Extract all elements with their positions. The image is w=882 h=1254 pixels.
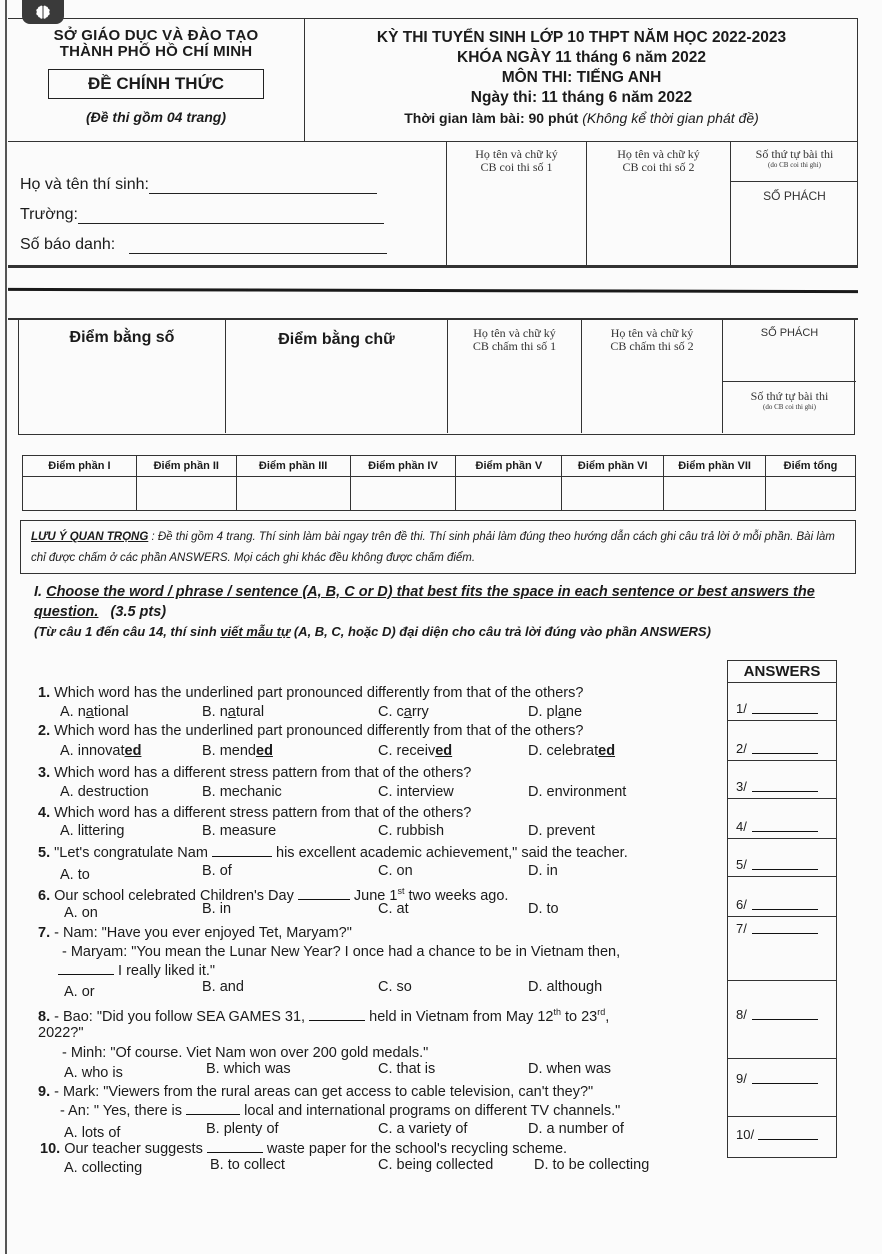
- question-number: 4.: [38, 805, 51, 821]
- question-3: [38, 764, 471, 782]
- question-5: [38, 844, 628, 862]
- option-text: ne: [565, 704, 583, 720]
- answer-slot-6[interactable]: [728, 877, 836, 917]
- score-cell[interactable]: [350, 477, 456, 511]
- option-text: rry: [411, 704, 429, 720]
- option-c[interactable]: C. so: [378, 979, 412, 995]
- exam-session: KHÓA NGÀY 11 tháng 6 năm 2022: [457, 49, 706, 66]
- question-7-line-2: - Maryam: "You mean the Lunar New Year? I once had a chance to be in Vietnam then,: [62, 944, 621, 960]
- option-a[interactable]: A. collecting: [64, 1160, 143, 1176]
- score-words-cell[interactable]: Điểm bằng chữ: [225, 319, 447, 433]
- exam-header: [8, 18, 858, 141]
- score-exam-order: [723, 381, 856, 412]
- school-label: Trường:: [20, 206, 78, 223]
- score-cell[interactable]: [766, 477, 856, 511]
- question-text: ,: [605, 1008, 610, 1025]
- option-text: C. receiv: [378, 743, 436, 759]
- score-code-label: SỐ PHÁCH: [760, 327, 819, 339]
- duration-note: (Không kể thời gian phát đề): [582, 110, 759, 126]
- department-name: [8, 28, 304, 60]
- question-2: [38, 722, 583, 740]
- question-text: to 23: [560, 1008, 598, 1025]
- question-8-line-2: 2022?": [38, 1025, 84, 1041]
- question-9-line-2: [60, 1102, 620, 1120]
- option-text: tural: [235, 704, 265, 720]
- answer-line[interactable]: [752, 713, 818, 714]
- superscript: th: [553, 1007, 561, 1017]
- question-text: Our teacher suggests: [64, 1141, 203, 1157]
- option-b[interactable]: [202, 703, 264, 721]
- question-4: [38, 804, 471, 822]
- question-9: [38, 1083, 593, 1101]
- question-8-line-3: - Minh: "Of course. Viet Nam won over 200 gold medals.": [62, 1045, 429, 1061]
- score-cell[interactable]: [23, 477, 137, 511]
- option-b[interactable]: B. plenty of: [206, 1121, 279, 1137]
- sub-text: (Từ câu 1 đến câu 14, thí sinh: [34, 624, 221, 639]
- question-number: 1.: [38, 685, 51, 701]
- school-input-line[interactable]: [78, 210, 384, 224]
- exam-title: KỲ THI TUYỂN SINH LỚP 10 THPT NĂM HỌC 2022-2023: [376, 29, 787, 46]
- option-d[interactable]: D. to be collecting: [534, 1157, 650, 1173]
- question-4-options: [60, 822, 720, 840]
- answer-slot-4[interactable]: [728, 799, 836, 839]
- question-number: 7.: [38, 925, 51, 941]
- answer-label: 5/: [736, 857, 747, 872]
- option-a[interactable]: A. destruction: [60, 784, 149, 800]
- option-text: D. celebrat: [528, 743, 599, 759]
- question-number: 6.: [38, 887, 51, 904]
- table-header: Điểm phần VI: [562, 456, 664, 477]
- important-note: [20, 520, 856, 574]
- grader-1-signature[interactable]: [447, 319, 581, 433]
- answer-slot-5[interactable]: [728, 839, 836, 877]
- score-code-box: [722, 319, 856, 433]
- section-points: (3.5 pts): [110, 604, 167, 620]
- option-c[interactable]: C. that is: [378, 1061, 436, 1077]
- answer-label: 7/: [736, 921, 747, 936]
- exam-order-cell[interactable]: [731, 142, 858, 182]
- score-numeric-cell[interactable]: Điểm bằng số: [69, 329, 175, 346]
- question-text: - An: " Yes, there is: [60, 1103, 183, 1119]
- option-d[interactable]: [528, 742, 615, 760]
- candidate-fields: [20, 164, 387, 254]
- question-5-options: [60, 862, 720, 883]
- id-label: Số báo danh:: [20, 236, 116, 253]
- name-input-line[interactable]: [149, 180, 377, 194]
- score-cell[interactable]: [664, 477, 766, 511]
- table-header-row: [23, 456, 856, 477]
- option-d[interactable]: D. a number of: [528, 1121, 624, 1137]
- table-header: Điểm phần IV: [350, 456, 456, 477]
- note-lead: LƯU Ý QUAN TRỌNG: [31, 531, 149, 543]
- grader-1-sub: CB chấm thi số 1: [472, 339, 557, 353]
- answer-line[interactable]: [752, 1019, 818, 1020]
- grader-2-signature[interactable]: [581, 319, 722, 433]
- answer-label: 2/: [736, 741, 747, 756]
- question-text: June 1: [353, 887, 398, 904]
- answer-slot-10[interactable]: [728, 1117, 836, 1157]
- answer-slot-3[interactable]: [728, 761, 836, 799]
- option-c[interactable]: C. interview: [378, 784, 454, 800]
- question-9-options: [60, 1120, 720, 1141]
- question-text: "Let's congratulate Nam: [54, 845, 208, 861]
- option-text: tional: [93, 704, 129, 720]
- option-d[interactable]: [528, 703, 582, 721]
- answer-label: 10/: [736, 1127, 755, 1142]
- exam-subject: MÔN THI: TIẾNG ANH: [501, 69, 662, 86]
- score-exam-order-note: (do CB coi thi ghi): [763, 403, 816, 411]
- answer-slot-2[interactable]: [728, 721, 836, 761]
- option-a[interactable]: A. to: [60, 867, 90, 883]
- part-scores-table: [22, 455, 856, 511]
- question-number: 10.: [40, 1141, 61, 1157]
- question-number: 8.: [38, 1008, 51, 1025]
- option-d[interactable]: D. prevent: [528, 823, 595, 839]
- question-text: Which word has the underlined part pronounced differently from that of the others?: [54, 723, 584, 739]
- dept-line-2: THÀNH PHỐ HỒ CHÍ MINH: [59, 43, 253, 60]
- question-text: two weeks ago.: [404, 887, 509, 904]
- question-text: I really liked it.": [118, 963, 216, 979]
- sub-text: (A, B, C, hoặc D) đại diện cho câu trả lời đúng vào phần ANSWERS): [290, 624, 711, 639]
- underlined-part: ed: [598, 743, 616, 759]
- option-a[interactable]: A. lots of: [64, 1125, 121, 1141]
- question-text: local and international programs on different TV channels.": [244, 1103, 621, 1119]
- question-text: - Mark: "Viewers from the rural areas can get access to cable television, can't they?": [54, 1084, 594, 1100]
- option-b[interactable]: B. in: [202, 901, 232, 917]
- exam-order-note: (do CB coi thi ghi): [768, 161, 821, 169]
- option-d[interactable]: D. to: [528, 901, 559, 917]
- answer-label: 4/: [736, 819, 747, 834]
- option-a[interactable]: A. or: [64, 984, 95, 1000]
- blank-line: [58, 963, 114, 975]
- answer-line[interactable]: [758, 1139, 818, 1140]
- question-1: [38, 684, 583, 702]
- option-a[interactable]: A. who is: [64, 1065, 123, 1081]
- option-c[interactable]: [378, 703, 429, 721]
- question-8: [38, 1003, 609, 1026]
- note-text: : Đề thi gồm 4 trang. Thí sinh làm bài ngay trên đề thi. Thí sinh phải làm đúng theo hướng dẫn cách ghi câu trả lời ở mỗi phần. Bài làm chỉ được chấm ở các phần ANSWERS. Mọi cách ghi khác đều không được chấm điểm.: [31, 531, 835, 564]
- answer-line[interactable]: [752, 831, 818, 832]
- app-overlay-button[interactable]: [22, 0, 64, 24]
- answers-header: ANSWERS: [728, 661, 836, 683]
- option-c[interactable]: C. a variety of: [378, 1121, 468, 1137]
- option-b[interactable]: B. of: [202, 863, 232, 879]
- table-header: Điểm phần III: [236, 456, 350, 477]
- question-number: 9.: [38, 1084, 51, 1100]
- option-b[interactable]: B. which was: [206, 1061, 291, 1077]
- option-c[interactable]: C. on: [378, 863, 413, 879]
- department-block: [8, 19, 304, 142]
- proctor-2-signature[interactable]: [586, 142, 730, 265]
- answer-line[interactable]: [752, 869, 818, 870]
- candidate-name-field[interactable]: [20, 164, 387, 194]
- proctor-1-sub: CB coi thi số 1: [480, 160, 553, 174]
- question-text: Which word has a different stress pattern from that of the others?: [54, 765, 472, 781]
- name-label: Họ và tên thí sinh:: [20, 176, 149, 193]
- answer-line[interactable]: [752, 791, 818, 792]
- section-subtitle: [34, 622, 834, 642]
- answer-line[interactable]: [752, 909, 818, 910]
- underlined-part: a: [227, 704, 236, 720]
- proctor-1-label: Họ tên và chữ ký: [475, 147, 558, 161]
- option-d[interactable]: D. environment: [528, 784, 627, 800]
- answer-line[interactable]: [752, 1083, 818, 1084]
- superscript: st: [397, 886, 405, 896]
- question-1-options: [60, 703, 720, 721]
- table-header: Điểm tổng: [766, 456, 856, 477]
- option-b[interactable]: [202, 742, 273, 760]
- option-c[interactable]: C. at: [378, 901, 409, 917]
- section-prefix: I.: [34, 584, 47, 600]
- answer-label: 9/: [736, 1071, 747, 1086]
- question-3-options: [60, 783, 720, 801]
- underlined-part: a: [85, 704, 94, 720]
- option-a[interactable]: [60, 742, 141, 760]
- score-cell[interactable]: [236, 477, 350, 511]
- question-10-options: [60, 1156, 720, 1174]
- option-a[interactable]: A. littering: [60, 823, 125, 839]
- score-exam-order-label: Số thứ tự bài thi: [750, 389, 829, 403]
- superscript: rd: [597, 1007, 606, 1017]
- candidate-id-field[interactable]: [20, 224, 387, 254]
- code-label: SỐ PHÁCH: [763, 189, 826, 203]
- table-header: Điểm phần I: [23, 456, 137, 477]
- question-number: 5.: [38, 845, 51, 861]
- underlined-part: ed: [435, 743, 453, 759]
- grader-2-sub: CB chấm thi số 2: [610, 339, 694, 353]
- underlined-part: a: [403, 704, 412, 720]
- option-d[interactable]: D. although: [528, 979, 603, 995]
- official-label: ĐỀ CHÍNH THỨC: [48, 69, 264, 99]
- answers-box: [727, 660, 837, 1158]
- question-2-options: [60, 742, 720, 760]
- option-c[interactable]: C. rubbish: [378, 823, 445, 839]
- answer-line[interactable]: [752, 933, 818, 934]
- exam-order-label: Số thứ tự bài thi: [755, 147, 834, 161]
- answer-label: 6/: [736, 897, 747, 912]
- answer-line[interactable]: [752, 753, 818, 754]
- option-b[interactable]: B. to collect: [210, 1157, 285, 1173]
- question-8-options: [60, 1060, 720, 1081]
- candidate-info: [8, 141, 858, 266]
- score-cell[interactable]: [562, 477, 664, 511]
- option-d[interactable]: D. when was: [528, 1061, 612, 1077]
- option-b[interactable]: B. mechanic: [202, 784, 282, 800]
- table-header: Điểm phần VII: [664, 456, 766, 477]
- section-title-text: Choose the word / phrase / sentence (A, B, C or D) that best fits the space in each sentence or best answers the question.: [34, 584, 815, 620]
- sub-underlined: viết mẫu tự: [220, 624, 291, 639]
- section-title: [34, 582, 834, 622]
- question-text: - Nam: "Have you ever enjoyed Tet, Maryam?": [54, 925, 352, 941]
- question-text: waste paper for the school's recycling scheme.: [266, 1141, 568, 1157]
- grader-2-label: Họ tên và chữ ký: [610, 326, 694, 340]
- score-cell[interactable]: [136, 477, 236, 511]
- answer-slot-8[interactable]: [728, 981, 836, 1059]
- answer-label: 3/: [736, 779, 747, 794]
- option-a[interactable]: [60, 703, 129, 721]
- option-c[interactable]: [378, 742, 452, 760]
- question-7: [38, 924, 352, 942]
- option-text: B. n: [202, 704, 228, 720]
- underlined-part: ed: [256, 743, 273, 759]
- blank-line: [309, 1009, 365, 1021]
- table-header: Điểm phần V: [456, 456, 562, 477]
- question-text: Which word has the underlined part pronounced differently from that of the others?: [54, 685, 584, 701]
- grader-1-label: Họ tên và chữ ký: [473, 326, 556, 340]
- option-a[interactable]: A. on: [64, 905, 98, 921]
- blank-line: [186, 1103, 240, 1115]
- question-7-options: [60, 978, 720, 1000]
- blank-line: [212, 845, 272, 857]
- option-text: A. innovat: [60, 743, 125, 759]
- answer-slot-1[interactable]: [728, 683, 836, 721]
- table-header: Điểm phần II: [136, 456, 236, 477]
- proctor-2-sub: CB coi thi số 2: [622, 160, 695, 174]
- school-field[interactable]: [20, 194, 387, 224]
- question-6-options: [60, 900, 720, 921]
- proctor-2-label: Họ tên và chữ ký: [617, 147, 700, 161]
- score-box: [18, 319, 855, 435]
- id-input-line[interactable]: [129, 240, 387, 254]
- option-text: A. n: [60, 704, 86, 720]
- question-text: Our school celebrated Children's Day: [54, 887, 294, 904]
- answer-label: 8/: [736, 1007, 747, 1022]
- option-d[interactable]: D. in: [528, 863, 558, 879]
- underlined-part: ed: [124, 743, 142, 759]
- option-c[interactable]: C. being collected: [378, 1157, 494, 1173]
- duration-text: Thời gian làm bài: 90 phút: [404, 110, 579, 126]
- underlined-part: a: [557, 704, 566, 720]
- question-number: 2.: [38, 723, 51, 739]
- exam-info-block: [304, 19, 858, 142]
- question-number: 3.: [38, 765, 51, 781]
- dept-line-1: SỞ GIÁO DỤC VÀ ĐÀO TẠO: [53, 27, 259, 44]
- blank-line: [207, 1141, 263, 1153]
- blank-line: [298, 888, 350, 900]
- question-text: Which word has a different stress pattern from that of the others?: [54, 805, 472, 821]
- option-b[interactable]: B. measure: [202, 823, 277, 839]
- score-cell[interactable]: [456, 477, 562, 511]
- option-b[interactable]: B. and: [202, 979, 244, 995]
- option-text: C. c: [378, 704, 404, 720]
- exam-order-box: [730, 142, 858, 265]
- answer-slot-9[interactable]: [728, 1059, 836, 1117]
- answer-label: 1/: [736, 701, 747, 716]
- section-1-instructions: [34, 582, 834, 642]
- answer-slot-7[interactable]: [728, 917, 836, 981]
- question-text: - Bao: "Did you follow SEA GAMES 31,: [54, 1008, 306, 1025]
- table-row: [23, 477, 856, 511]
- option-text: B. mend: [202, 743, 256, 759]
- brain-icon: [35, 4, 51, 20]
- question-text: held in Vietnam from May 12: [369, 1008, 554, 1025]
- pages-note: (Đề thi gồm 04 trang): [85, 109, 226, 125]
- exam-duration: [305, 108, 858, 128]
- proctor-1-signature[interactable]: [446, 142, 586, 265]
- page-edge: [5, 0, 7, 1254]
- question-text: his excellent academic achievement," said the teacher.: [276, 845, 628, 861]
- divider: [8, 266, 858, 268]
- exam-date: Ngày thi: 11 tháng 6 năm 2022: [470, 89, 693, 106]
- cut-line: [8, 288, 858, 293]
- option-text: D. pl: [528, 704, 558, 720]
